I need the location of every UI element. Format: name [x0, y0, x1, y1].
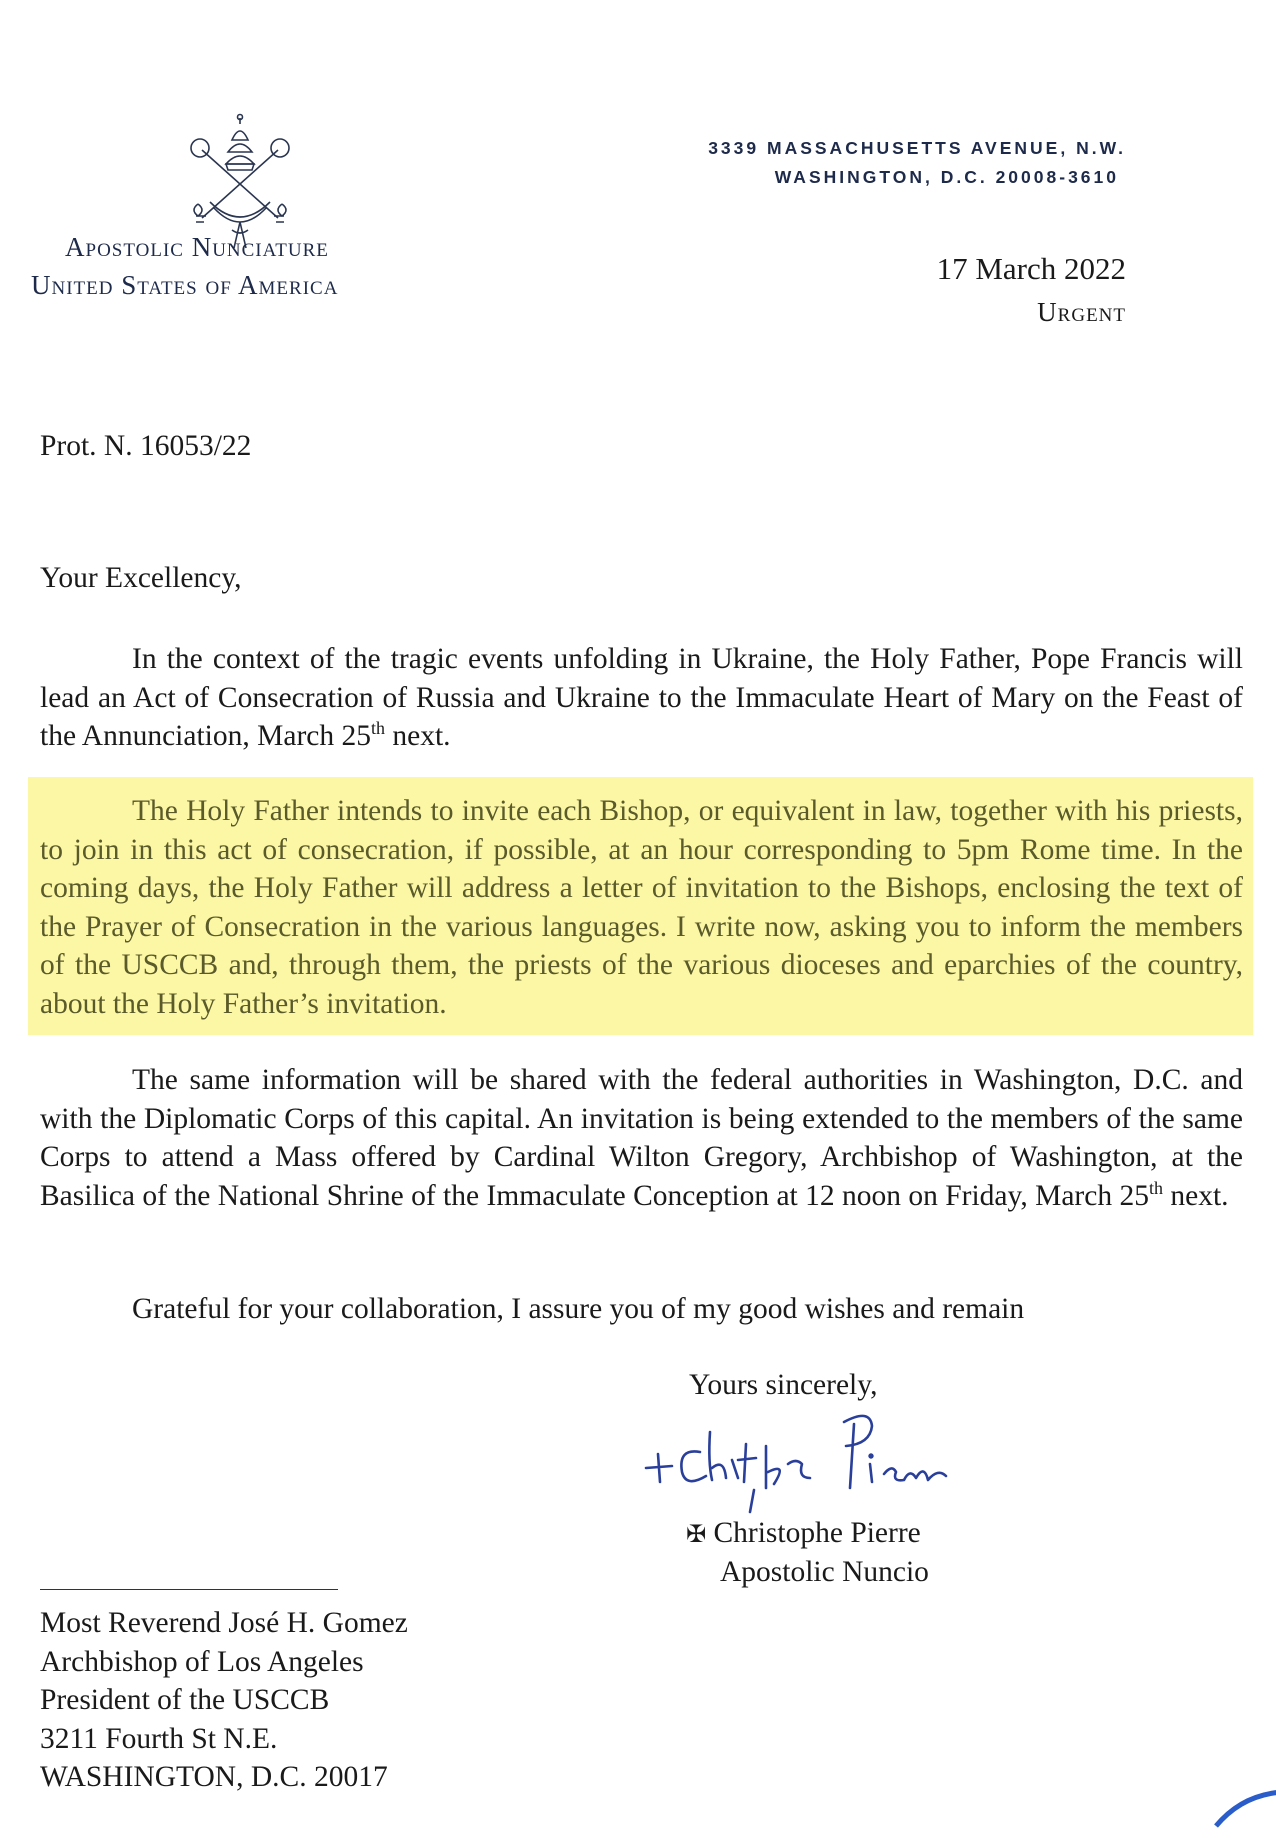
recipient-line1: Most Reverend José H. Gomez [40, 1607, 408, 1639]
stamp-edge-icon [1206, 1778, 1276, 1838]
signatory-title: Apostolic Nuncio [720, 1556, 929, 1588]
body-paragraph-1-tail: next. [385, 720, 451, 752]
papal-coat-of-arms-icon [180, 112, 300, 252]
ordinal-suffix: th [1148, 1177, 1163, 1198]
handwritten-signature [638, 1402, 1018, 1514]
protocol-number: Prot. N. 16053/22 [40, 430, 252, 462]
letter-date: 17 March 2022 [936, 251, 1126, 286]
ordinal-suffix: th [370, 718, 385, 739]
recipient-line4: 3211 Fourth St N.E. [40, 1722, 278, 1755]
recipient-divider [40, 1589, 338, 1590]
salutation: Your Excellency, [40, 562, 242, 594]
body-paragraph-4: Grateful for your collaboration, I assure you of my good wishes and remain [132, 1293, 1025, 1325]
body-paragraph-3-text: The same information will be shared with the federal authorities in Washington, D.C. and with the Diplomatic Corps of this capital. An invitation is being extended to the members of the same Corps to attend a Mass offered by Cardinal Wilton Gregory, Archbishop of Washington, at the Basilica of the National Shrine of the Immaculate Conception at 12 noon on Friday, March 25 [40, 1064, 1243, 1212]
body-paragraph-2-highlighted: The Holy Father intends to invite each Bishop, or equivalent in law, together with his priests, to join in this act of consecration, if possible, at an hour corresponding to 5pm Rome time. In the coming days, the Holy Father will address a letter of invitation to the Bishops, enclosing the text of the Prayer of Consecration in the various languages. I write now, asking you to inform the members of the USCCB and, through them, the priests of the various dioceses and eparchies of the country, about the Holy Father’s invitation. [40, 795, 1243, 1020]
closing: Yours sincerely, [689, 1369, 878, 1401]
signatory-name-line [686, 1517, 921, 1550]
sender-name-line1: Apostolic Nunciature [65, 232, 329, 262]
body-paragraph-1 [40, 640, 1243, 756]
recipient-line3: President of the USCCB [40, 1684, 330, 1716]
sender-address-line2: WASHINGTON, D.C. 20008-3610 [774, 167, 1119, 187]
recipient-address [40, 1604, 408, 1797]
sender-name-line2: United States of America [31, 270, 339, 300]
body-paragraph-3 [40, 1061, 1243, 1215]
body-paragraph-1-text: In the context of the tragic events unfolding in Ukraine, the Holy Father, Pope Francis will lead an Act of Consecration of Russia and Ukraine to the Immaculate Heart of Mary on the Feast of the Annunciation, March 25 [40, 643, 1243, 752]
recipient-line5: WASHINGTON, D.C. 20017 [40, 1761, 388, 1793]
body-paragraph-3-tail: next. [1163, 1179, 1229, 1212]
priority-label: Urgent [1037, 297, 1126, 327]
recipient-line2: Archbishop of Los Angeles [40, 1645, 364, 1678]
maltese-cross-icon: ✠ [686, 1520, 707, 1548]
signatory-name: Christophe Pierre [713, 1517, 921, 1549]
sender-address-line1: 3339 MASSACHUSETTS AVENUE, N.W. [708, 138, 1126, 158]
